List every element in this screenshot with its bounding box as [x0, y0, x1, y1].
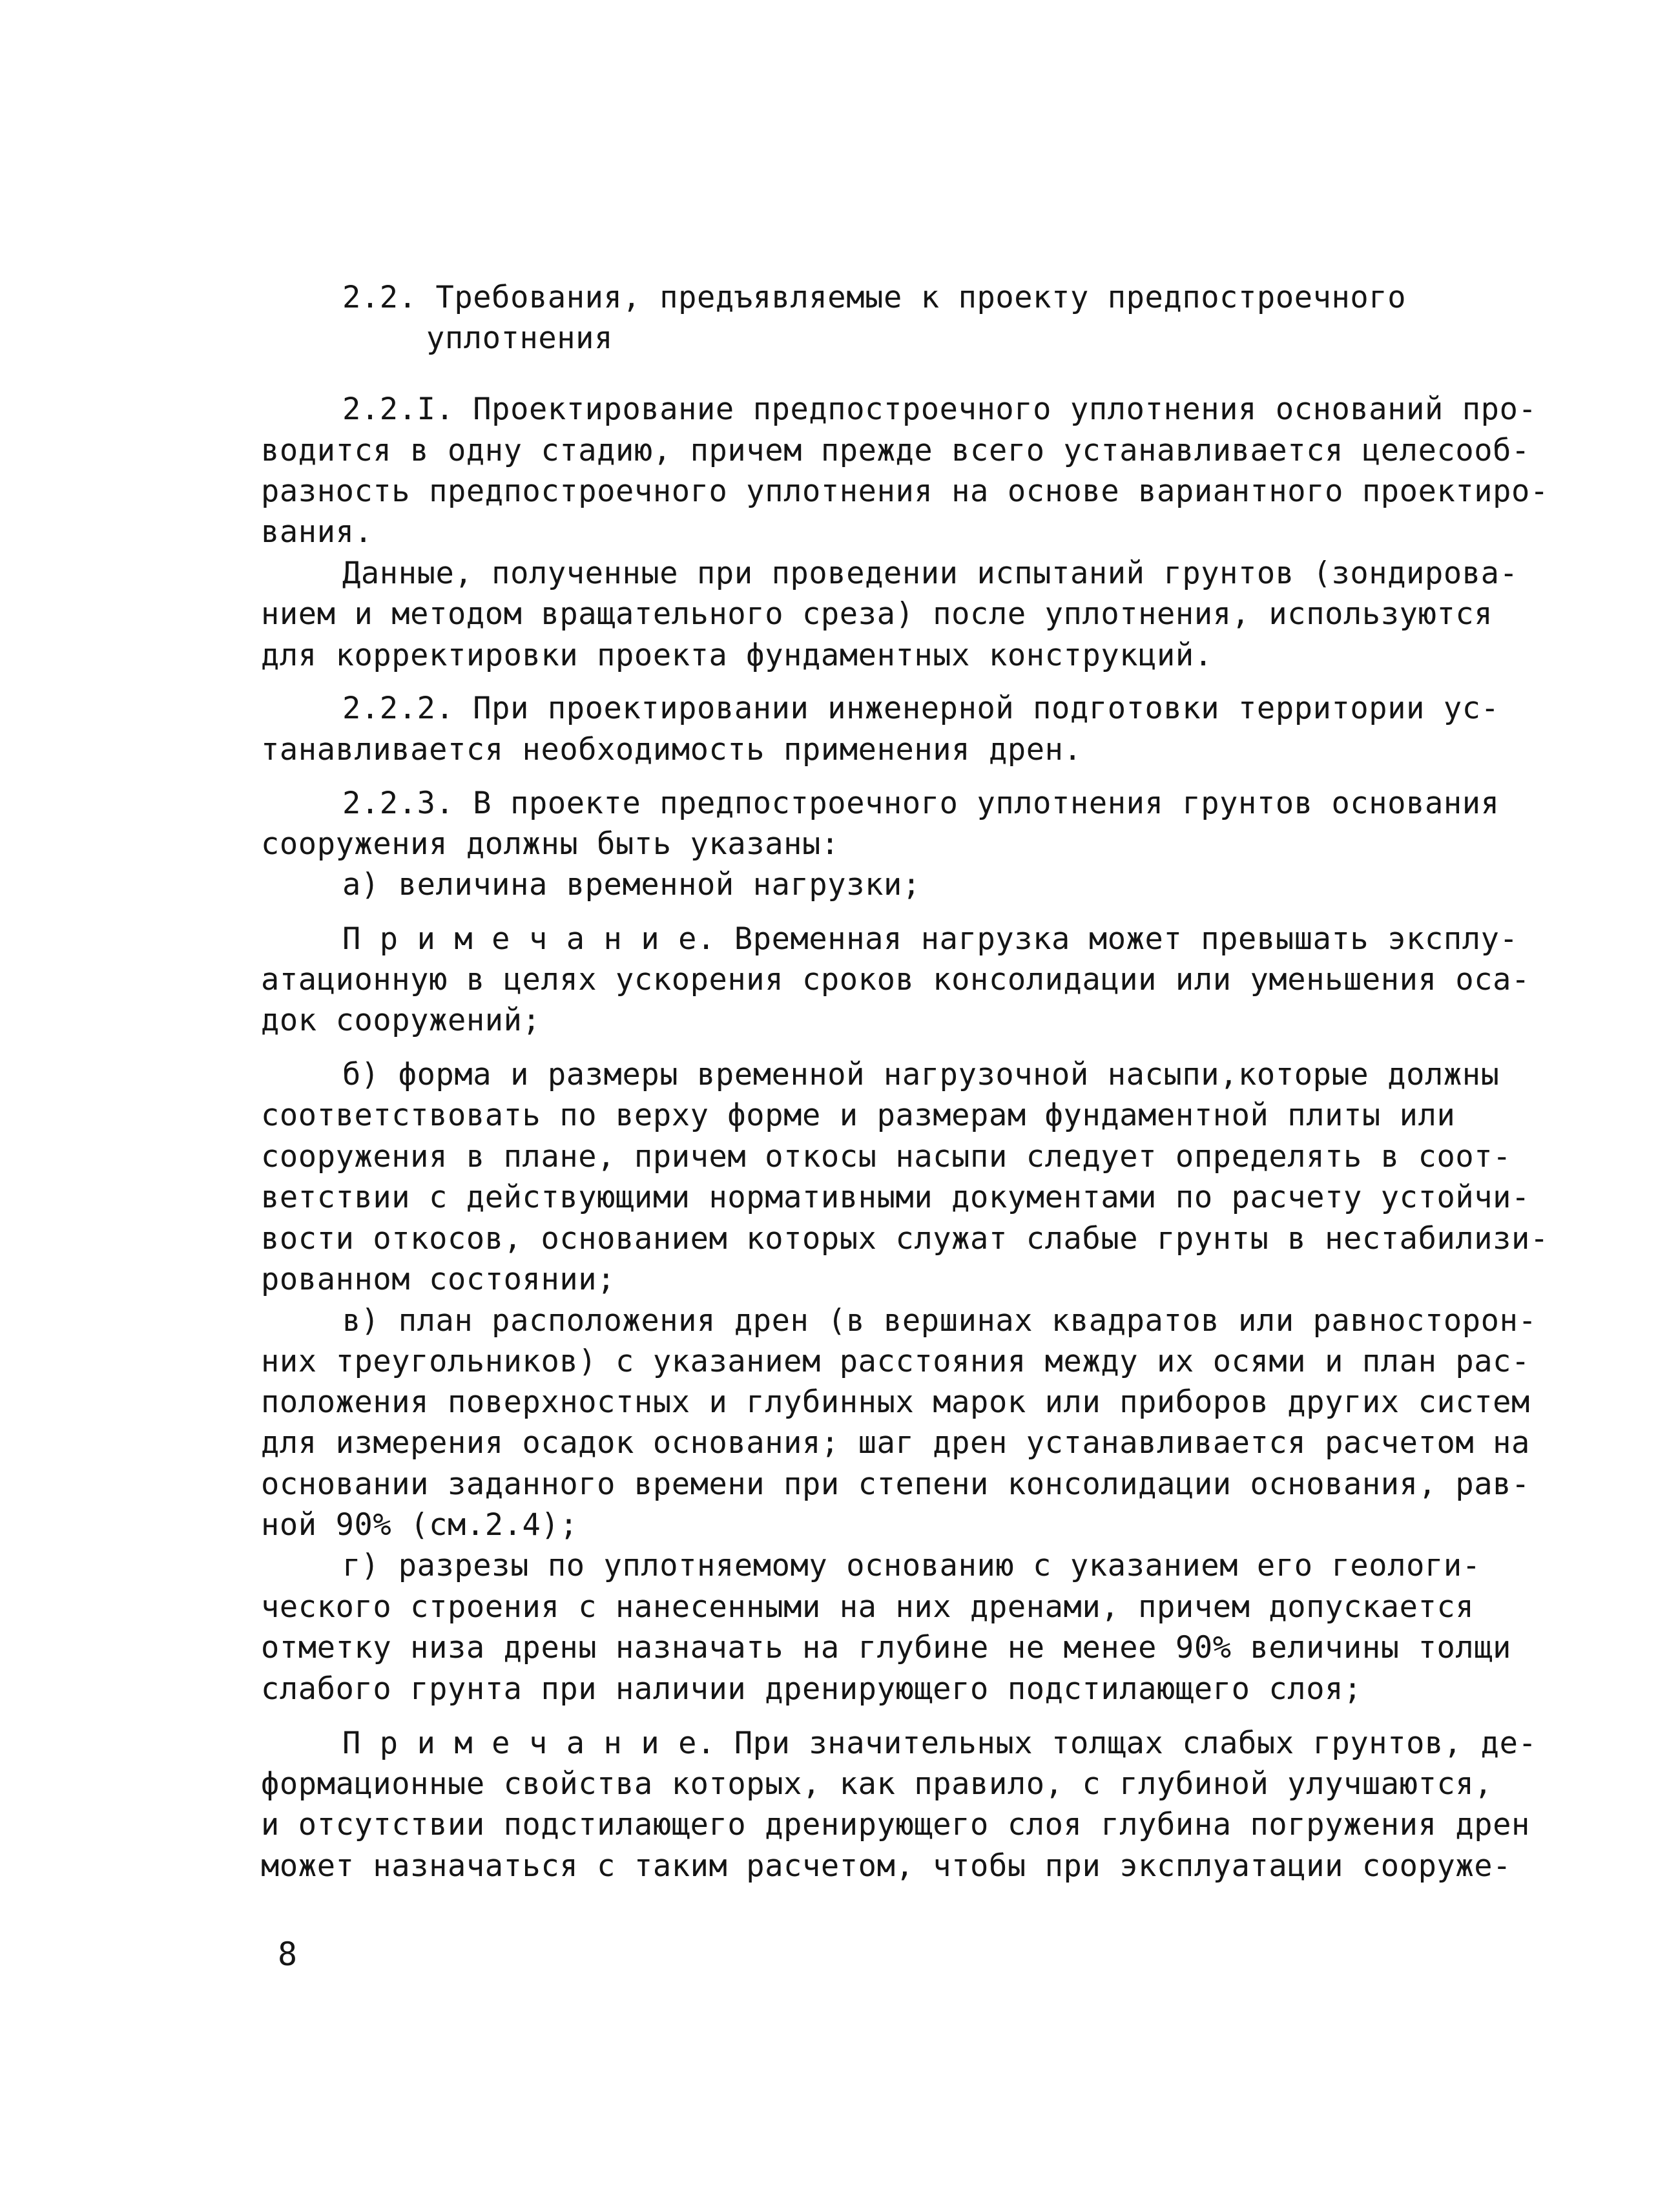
text-line: Данные, полученные при проведении испытаний грунтов (зондирова- — [342, 556, 1518, 591]
note-line: атационную в целях ускорения сроков консолидации или уменьшения оса- — [261, 962, 1530, 997]
list-item-v: в) план расположения дрен (в вершинах квадратов или равносторон- — [342, 1303, 1537, 1339]
list-item-b: б) форма и размеры временной нагрузочной насыпи,которые должны — [342, 1057, 1500, 1092]
text-line: вания. — [261, 514, 373, 550]
page-number: 8 — [278, 1936, 298, 1973]
text-line: отметку низа дрены назначать на глубине не менее 90% величины толщи — [261, 1630, 1512, 1665]
note-line: П р и м е ч а н и е. При значительных толщах слабых грунтов, де- — [342, 1726, 1537, 1761]
text-line: 2.2.2. При проектировании инженерной подготовки территории ус- — [342, 691, 1500, 726]
text-line: сооружения должны быть указаны: — [261, 826, 840, 862]
note-line: и отсутствии подстилающего дренирующего слоя глубина погружения дрен — [261, 1807, 1530, 1842]
text-line: слабого грунта при наличии дренирующего подстилающего слоя; — [261, 1671, 1362, 1707]
text-line: основании заданного времени при степени консолидации основания, рав- — [261, 1466, 1530, 1502]
text-line: рованном состоянии; — [261, 1262, 616, 1297]
text-line: разность предпостроечного уплотнения на основе вариантного проектиро- — [261, 474, 1549, 509]
text-line: для корректировки проекта фундаментных конструкций. — [261, 638, 1213, 673]
text-line: них треугольников) с указанием расстояния между их осями и план рас- — [261, 1344, 1530, 1379]
note-line: может назначаться с таким расчетом, чтобы при эксплуатации сооруже- — [261, 1848, 1512, 1884]
text-line: сооружения в плане, причем откосы насыпи следует определять в соот- — [261, 1139, 1512, 1174]
section-heading-continuation: уплотнения — [426, 320, 613, 356]
text-line: для измерения осадок основания; шаг дрен устанавливается расчетом на — [261, 1425, 1530, 1461]
text-line: 2.2.I. Проектирование предпостроечного уплотнения оснований про- — [342, 391, 1537, 427]
note-line: формационные свойства которых, как правило, с глубиной улучшаются, — [261, 1766, 1493, 1802]
text-line: нием и методом вращательного среза) после уплотнения, используются — [261, 596, 1493, 632]
text-line: 2.2.3. В проекте предпостроечного уплотнения грунтов основания — [342, 786, 1500, 821]
text-line: вости откосов, основанием которых служат слабые грунты в нестабилизи- — [261, 1221, 1549, 1257]
text-line: ветствии с действующими нормативными документами по расчету устойчи- — [261, 1180, 1530, 1215]
text-line: ческого строения с нанесенными на них дренами, причем допускается — [261, 1589, 1475, 1625]
text-line: водится в одну стадию, причем прежде всего устанавливается целесооб- — [261, 433, 1530, 468]
note-line: док сооружений; — [261, 1003, 541, 1038]
text-line: ной 90% (см.2.4); — [261, 1507, 579, 1543]
note-line: П р и м е ч а н и е. Временная нагрузка может превышать эксплу- — [342, 921, 1518, 957]
list-item-g: г) разрезы по уплотняемому основанию с указанием его геологи- — [342, 1548, 1481, 1583]
text-line: танавливается необходимость применения дрен. — [261, 732, 1082, 767]
section-heading: 2.2. Требования, предъявляемые к проекту предпостроечного — [342, 280, 1407, 315]
text-line: положения поверхностных и глубинных марок или приборов других систем — [261, 1384, 1530, 1420]
list-item-a: а) величина временной нагрузки; — [342, 867, 921, 903]
text-line: соответствовать по верху форме и размерам фундаментной плиты или — [261, 1098, 1456, 1133]
